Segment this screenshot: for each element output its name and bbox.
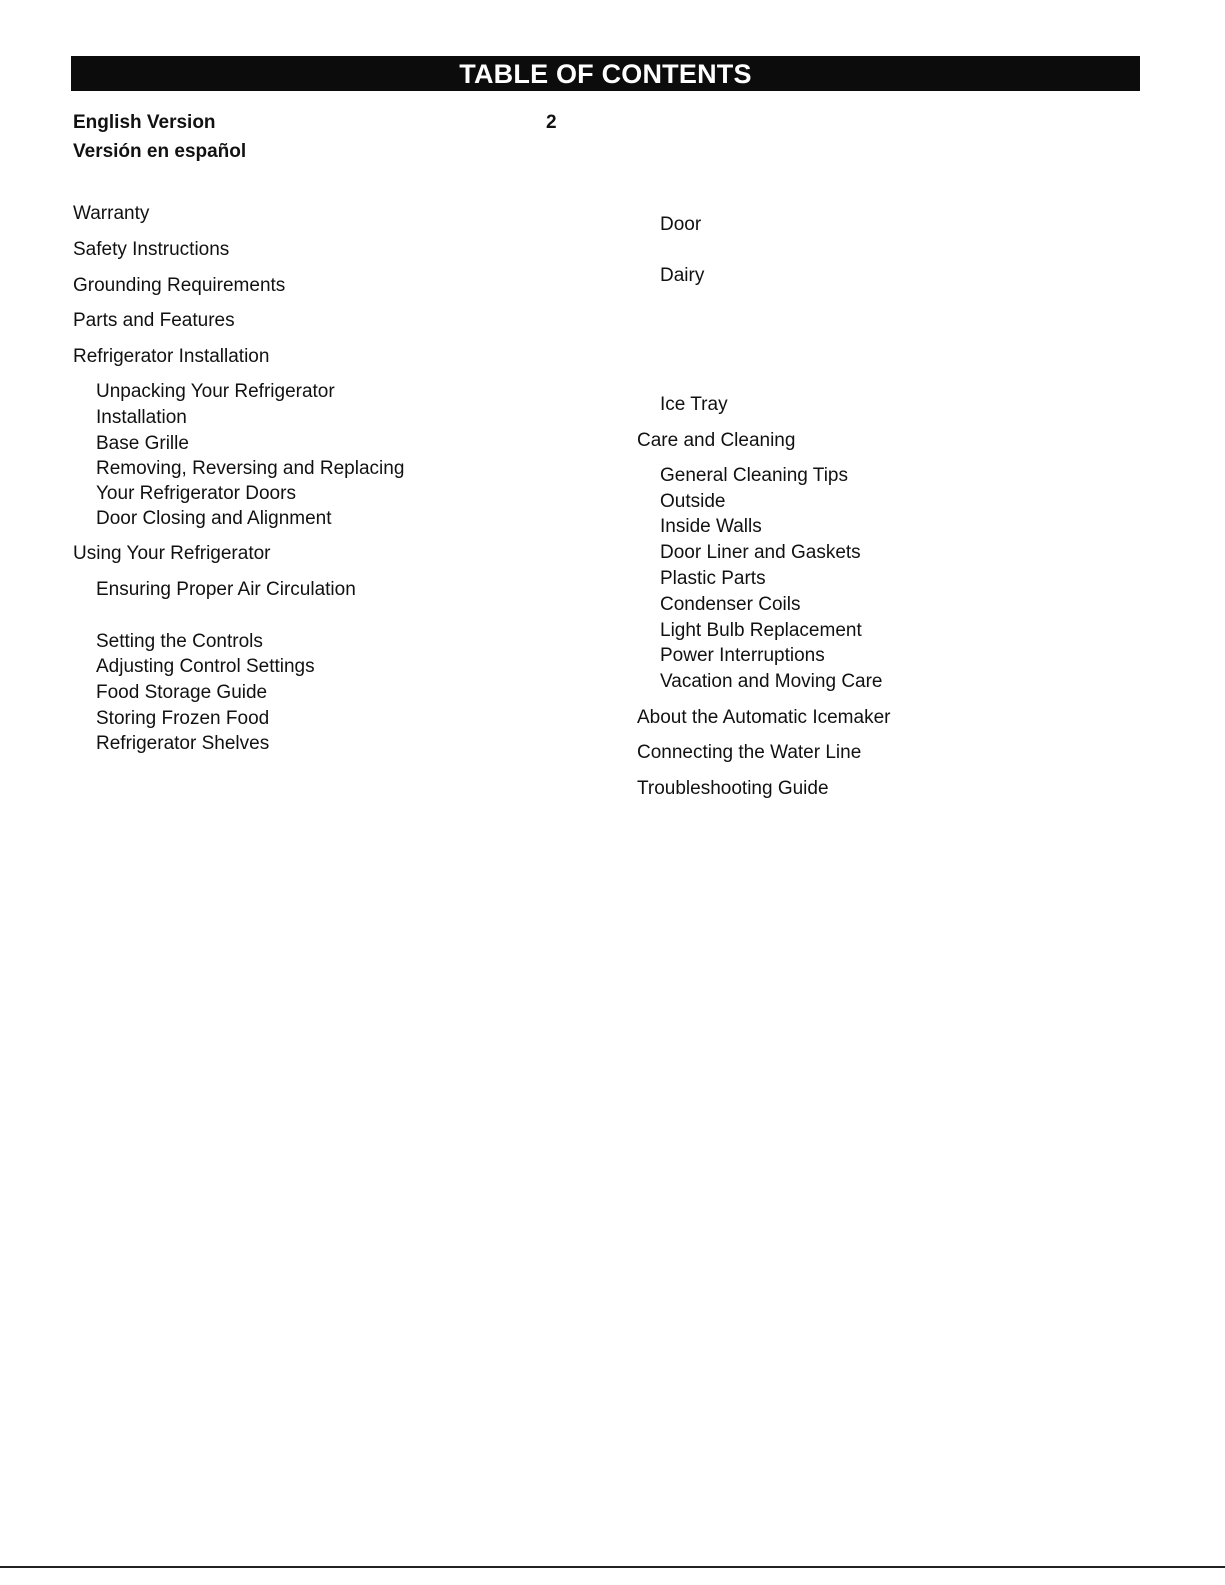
toc-entry-using-refrigerator[interactable]: Using Your Refrigerator	[73, 543, 271, 564]
toc-subentry-door[interactable]: Door	[660, 214, 702, 235]
spanish-version-label[interactable]: Versión en español	[73, 141, 247, 162]
toc-subentry-setting-controls[interactable]: Setting the Controls	[96, 631, 263, 652]
toc-subentry-outside[interactable]: Outside	[660, 491, 726, 512]
toc-subentry-shelves[interactable]: Refrigerator Shelves	[96, 733, 270, 754]
toc-subentry-frozen-food[interactable]: Storing Frozen Food	[96, 708, 270, 729]
toc-subentry-removing-doors[interactable]: Removing, Reversing and Replacing	[96, 458, 405, 479]
toc-entry-grounding-requirements[interactable]: Grounding Requirements	[73, 275, 286, 296]
toc-subentry-food-storage[interactable]: Food Storage Guide	[96, 682, 268, 703]
toc-subentry-ice-tray[interactable]: Ice Tray	[660, 394, 728, 415]
toc-subentry-removing-doors-cont[interactable]: Your Refrigerator Doors	[96, 483, 296, 504]
toc-subentry-door-closing[interactable]: Door Closing and Alignment	[96, 508, 332, 529]
bottom-divider	[0, 1566, 1225, 1568]
english-version-page: 2	[546, 112, 557, 133]
toc-entry-care-and-cleaning[interactable]: Care and Cleaning	[637, 430, 796, 451]
page-title: TABLE OF CONTENTS	[71, 56, 1140, 91]
toc-subentry-base-grille[interactable]: Base Grille	[96, 433, 189, 454]
toc-subentry-dairy[interactable]: Dairy	[660, 265, 705, 286]
toc-subentry-inside-walls[interactable]: Inside Walls	[660, 516, 762, 537]
toc-entry-water-line[interactable]: Connecting the Water Line	[637, 742, 862, 763]
toc-entry-safety-instructions[interactable]: Safety Instructions	[73, 239, 230, 260]
toc-entry-warranty[interactable]: Warranty	[73, 203, 150, 224]
toc-entry-parts-and-features[interactable]: Parts and Features	[73, 310, 235, 331]
toc-subentry-adjusting-controls[interactable]: Adjusting Control Settings	[96, 656, 315, 677]
toc-subentry-door-liner[interactable]: Door Liner and Gaskets	[660, 542, 861, 563]
toc-entry-automatic-icemaker[interactable]: About the Automatic Icemaker	[637, 707, 891, 728]
toc-subentry-installation[interactable]: Installation	[96, 407, 187, 428]
toc-subentry-condenser-coils[interactable]: Condenser Coils	[660, 594, 801, 615]
toc-subentry-light-bulb[interactable]: Light Bulb Replacement	[660, 620, 862, 641]
toc-subentry-unpacking[interactable]: Unpacking Your Refrigerator	[96, 381, 335, 402]
toc-entry-refrigerator-installation[interactable]: Refrigerator Installation	[73, 346, 270, 367]
toc-subentry-general-cleaning[interactable]: General Cleaning Tips	[660, 465, 848, 486]
toc-subentry-air-circulation[interactable]: Ensuring Proper Air Circulation	[96, 579, 356, 600]
toc-entry-troubleshooting[interactable]: Troubleshooting Guide	[637, 778, 829, 799]
toc-subentry-plastic-parts[interactable]: Plastic Parts	[660, 568, 766, 589]
toc-subentry-power-interruptions[interactable]: Power Interruptions	[660, 645, 825, 666]
toc-subentry-vacation-moving[interactable]: Vacation and Moving Care	[660, 671, 883, 692]
english-version-label[interactable]: English Version	[73, 112, 216, 133]
